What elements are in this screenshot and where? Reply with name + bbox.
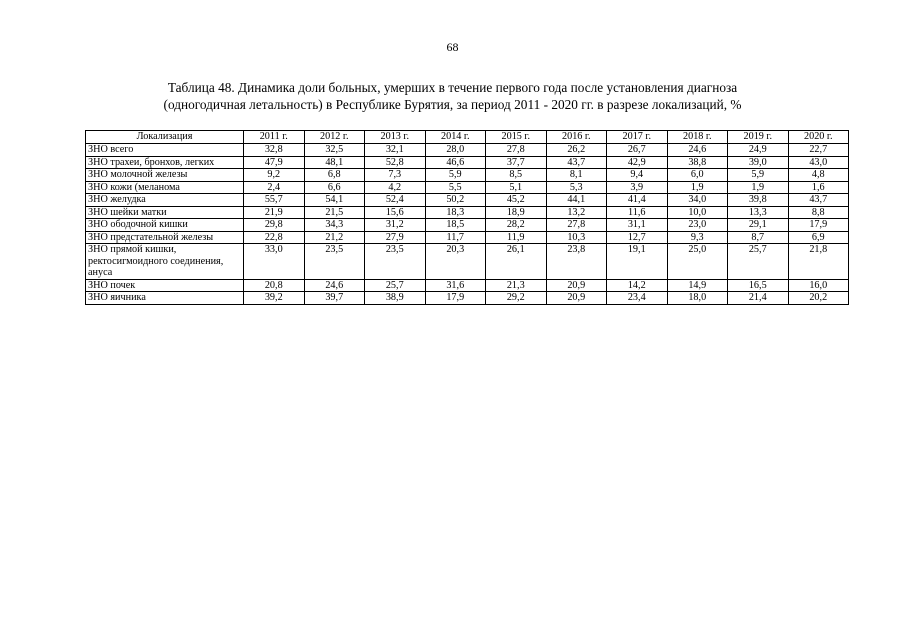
table-row xyxy=(86,194,849,207)
row-value: 21,4 xyxy=(728,292,789,305)
header-year: 2020 г. xyxy=(788,131,849,144)
row-value: 6,6 xyxy=(304,181,365,194)
header-year: 2015 г. xyxy=(486,131,547,144)
row-value: 22,7 xyxy=(788,144,849,157)
table-row xyxy=(86,219,849,232)
row-value: 43,7 xyxy=(788,194,849,207)
row-value: 17,9 xyxy=(788,219,849,232)
row-value: 1,9 xyxy=(667,181,728,194)
row-value: 21,5 xyxy=(304,206,365,219)
row-value: 8,8 xyxy=(788,206,849,219)
row-value: 5,1 xyxy=(486,181,547,194)
header-year: 2014 г. xyxy=(425,131,486,144)
caption-line-2: (одногодичная летальность) в Республике Бурятия, за период 2011 - 2020 гг. в разрезе локализаций, % xyxy=(163,97,742,112)
header-year: 2019 г. xyxy=(728,131,789,144)
row-value: 4,8 xyxy=(788,169,849,182)
row-value: 20,3 xyxy=(425,244,486,280)
row-value: 5,3 xyxy=(546,181,607,194)
header-year: 2016 г. xyxy=(546,131,607,144)
row-localization: ЗНО шейки матки xyxy=(86,206,244,219)
row-value: 5,9 xyxy=(425,169,486,182)
row-value: 14,2 xyxy=(607,279,668,292)
row-value: 25,7 xyxy=(365,279,426,292)
row-value: 20,9 xyxy=(546,279,607,292)
row-value: 26,2 xyxy=(546,144,607,157)
row-value: 31,2 xyxy=(365,219,426,232)
row-localization: ЗНО желудка xyxy=(86,194,244,207)
row-value: 54,1 xyxy=(304,194,365,207)
row-value: 27,8 xyxy=(486,144,547,157)
table-row xyxy=(86,279,849,292)
row-value: 39,7 xyxy=(304,292,365,305)
page-number: 68 xyxy=(446,40,459,54)
row-value: 9,4 xyxy=(607,169,668,182)
row-value: 27,8 xyxy=(546,219,607,232)
row-value: 43,0 xyxy=(788,156,849,169)
table-row xyxy=(86,231,849,244)
row-value: 18,0 xyxy=(667,292,728,305)
row-value: 33,0 xyxy=(244,244,305,280)
row-localization: ЗНО молочной железы xyxy=(86,169,244,182)
row-value: 26,7 xyxy=(607,144,668,157)
row-value: 9,3 xyxy=(667,231,728,244)
header-year: 2011 г. xyxy=(244,131,305,144)
row-value: 3,9 xyxy=(607,181,668,194)
header-localization: Локализация xyxy=(86,131,244,144)
table-caption xyxy=(0,79,905,113)
row-value: 7,3 xyxy=(365,169,426,182)
row-value: 20,2 xyxy=(788,292,849,305)
row-value: 29,1 xyxy=(728,219,789,232)
row-value: 28,2 xyxy=(486,219,547,232)
row-localization: ЗНО почек xyxy=(86,279,244,292)
row-value: 8,5 xyxy=(486,169,547,182)
row-value: 24,6 xyxy=(667,144,728,157)
row-value: 22,8 xyxy=(244,231,305,244)
row-value: 37,7 xyxy=(486,156,547,169)
row-value: 38,9 xyxy=(365,292,426,305)
row-value: 39,8 xyxy=(728,194,789,207)
row-value: 15,6 xyxy=(365,206,426,219)
row-value: 1,6 xyxy=(788,181,849,194)
table-row xyxy=(86,169,849,182)
row-value: 21,3 xyxy=(486,279,547,292)
row-value: 32,5 xyxy=(304,144,365,157)
row-value: 14,9 xyxy=(667,279,728,292)
row-value: 44,1 xyxy=(546,194,607,207)
row-value: 6,8 xyxy=(304,169,365,182)
header-year: 2018 г. xyxy=(667,131,728,144)
row-value: 8,1 xyxy=(546,169,607,182)
table-row xyxy=(86,181,849,194)
row-value: 16,0 xyxy=(788,279,849,292)
row-value: 16,5 xyxy=(728,279,789,292)
row-value: 2,4 xyxy=(244,181,305,194)
row-value: 21,2 xyxy=(304,231,365,244)
row-localization: ЗНО предстательной железы xyxy=(86,231,244,244)
row-value: 6,0 xyxy=(667,169,728,182)
row-value: 24,9 xyxy=(728,144,789,157)
header-year: 2013 г. xyxy=(365,131,426,144)
row-value: 25,0 xyxy=(667,244,728,280)
row-value: 23,4 xyxy=(607,292,668,305)
table-row xyxy=(86,144,849,157)
row-value: 18,3 xyxy=(425,206,486,219)
row-value: 29,8 xyxy=(244,219,305,232)
table-row xyxy=(86,244,849,280)
row-value: 13,2 xyxy=(546,206,607,219)
row-value: 11,9 xyxy=(486,231,547,244)
header-year: 2017 г. xyxy=(607,131,668,144)
row-value: 1,9 xyxy=(728,181,789,194)
row-value: 34,3 xyxy=(304,219,365,232)
row-value: 45,2 xyxy=(486,194,547,207)
table-row xyxy=(86,156,849,169)
row-value: 39,2 xyxy=(244,292,305,305)
row-localization: ЗНО всего xyxy=(86,144,244,157)
row-value: 21,9 xyxy=(244,206,305,219)
row-value: 5,5 xyxy=(425,181,486,194)
row-value: 32,8 xyxy=(244,144,305,157)
row-value: 42,9 xyxy=(607,156,668,169)
row-value: 41,4 xyxy=(607,194,668,207)
table-body xyxy=(86,144,849,305)
row-localization: ЗНО ободочной кишки xyxy=(86,219,244,232)
row-value: 23,5 xyxy=(304,244,365,280)
caption-line-1: Таблица 48. Динамика доли больных, умерших в течение первого года после установления диагноза xyxy=(167,80,738,95)
row-value: 20,8 xyxy=(244,279,305,292)
row-value: 11,7 xyxy=(425,231,486,244)
header-year: 2012 г. xyxy=(304,131,365,144)
row-value: 9,2 xyxy=(244,169,305,182)
row-value: 28,0 xyxy=(425,144,486,157)
row-value: 48,1 xyxy=(304,156,365,169)
row-value: 43,7 xyxy=(546,156,607,169)
table-row xyxy=(86,206,849,219)
row-value: 17,9 xyxy=(425,292,486,305)
row-value: 32,1 xyxy=(365,144,426,157)
row-value: 13,3 xyxy=(728,206,789,219)
row-value: 52,4 xyxy=(365,194,426,207)
row-value: 8,7 xyxy=(728,231,789,244)
row-value: 21,8 xyxy=(788,244,849,280)
row-value: 47,9 xyxy=(244,156,305,169)
row-value: 6,9 xyxy=(788,231,849,244)
row-value: 52,8 xyxy=(365,156,426,169)
row-value: 27,9 xyxy=(365,231,426,244)
row-localization: ЗНО прямой кишки, ректосигмоидного соединения, ануса xyxy=(86,244,244,280)
row-value: 10,0 xyxy=(667,206,728,219)
row-value: 23,0 xyxy=(667,219,728,232)
row-value: 31,6 xyxy=(425,279,486,292)
row-value: 31,1 xyxy=(607,219,668,232)
row-value: 50,2 xyxy=(425,194,486,207)
row-value: 55,7 xyxy=(244,194,305,207)
table-row xyxy=(86,292,849,305)
row-value: 29,2 xyxy=(486,292,547,305)
table-header-row xyxy=(86,131,849,144)
row-value: 18,5 xyxy=(425,219,486,232)
row-value: 20,9 xyxy=(546,292,607,305)
row-value: 24,6 xyxy=(304,279,365,292)
row-value: 26,1 xyxy=(486,244,547,280)
row-value: 10,3 xyxy=(546,231,607,244)
row-value: 19,1 xyxy=(607,244,668,280)
row-value: 23,8 xyxy=(546,244,607,280)
row-value: 25,7 xyxy=(728,244,789,280)
row-value: 38,8 xyxy=(667,156,728,169)
mortality-table xyxy=(85,130,849,305)
row-value: 39,0 xyxy=(728,156,789,169)
row-localization: ЗНО кожи (меланома xyxy=(86,181,244,194)
row-value: 11,6 xyxy=(607,206,668,219)
row-value: 5,9 xyxy=(728,169,789,182)
row-value: 12,7 xyxy=(607,231,668,244)
row-value: 34,0 xyxy=(667,194,728,207)
row-value: 23,5 xyxy=(365,244,426,280)
row-value: 4,2 xyxy=(365,181,426,194)
row-value: 46,6 xyxy=(425,156,486,169)
row-value: 18,9 xyxy=(486,206,547,219)
row-localization: ЗНО трахеи, бронхов, легких xyxy=(86,156,244,169)
row-localization: ЗНО яичника xyxy=(86,292,244,305)
